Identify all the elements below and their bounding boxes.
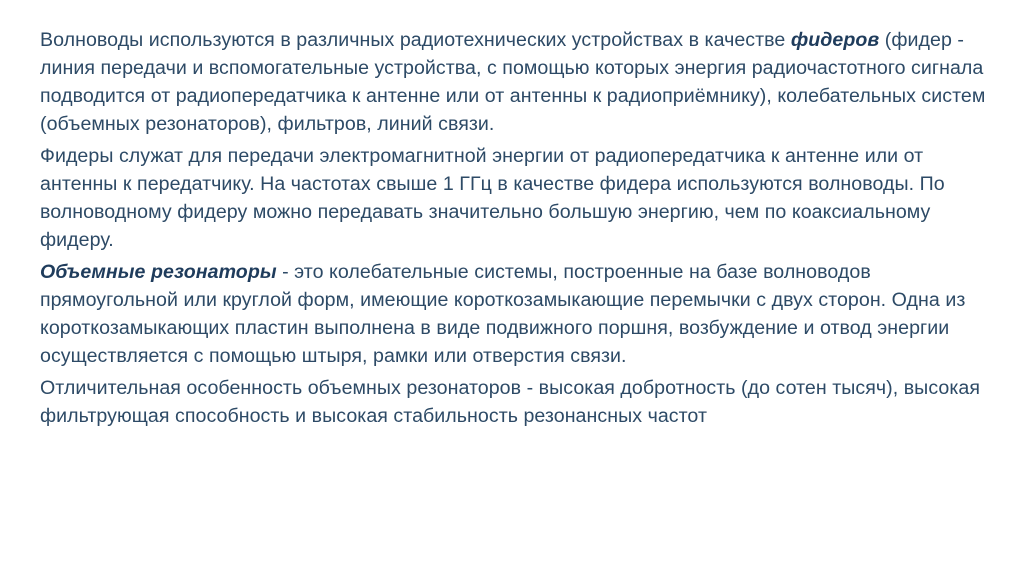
paragraph-3-rest: - это колебательные системы, построенные на базе волноводов прямоугольной или круглой форм, имеющие короткозамыкающие перемычки с двух сторон. Одна из короткозамыкающих пластин выполнена в виде подвижного поршня, возбуждение и отвод энергии осуществляется с помощью штыря, рамки или отверстия связи. <box>40 261 966 367</box>
paragraph-feeders: Фидеры служат для передачи электромагнитной энергии от радиопередатчика к антенне или от антенны к передатчику. На частотах свыше 1 ГГц в качестве фидера используются волноводы. По волноводному фидеру можно передавать значительно большую энергию, чем по коаксиальному фидеру. <box>40 145 945 251</box>
term-feeders: фидеров <box>790 29 880 51</box>
paragraph-waveguides-usage <box>40 26 994 138</box>
paragraph-1-lead: Волноводы используются в различных радиотехнических устройствах в качестве <box>40 29 791 51</box>
paragraph-cavity-resonators <box>40 258 994 370</box>
paragraph-1-rest: (фидер - линия передачи и вспомогательные устройства, с помощью которых энергия радиочастотного сигнала подводится от радиопередатчика к антенне или от антенны к радиоприёмнику), колебательных систем (объемных резонаторов), фильтров, линий связи. <box>40 29 986 135</box>
paragraph-resonator-features: Отличительная особенность объемных резонаторов - высокая добротность (до сотен тысяч), высокая фильтрующая способность и высокая стабильность резонансных частот <box>40 377 980 427</box>
term-cavity-resonators: Объемные резонаторы <box>40 261 277 283</box>
